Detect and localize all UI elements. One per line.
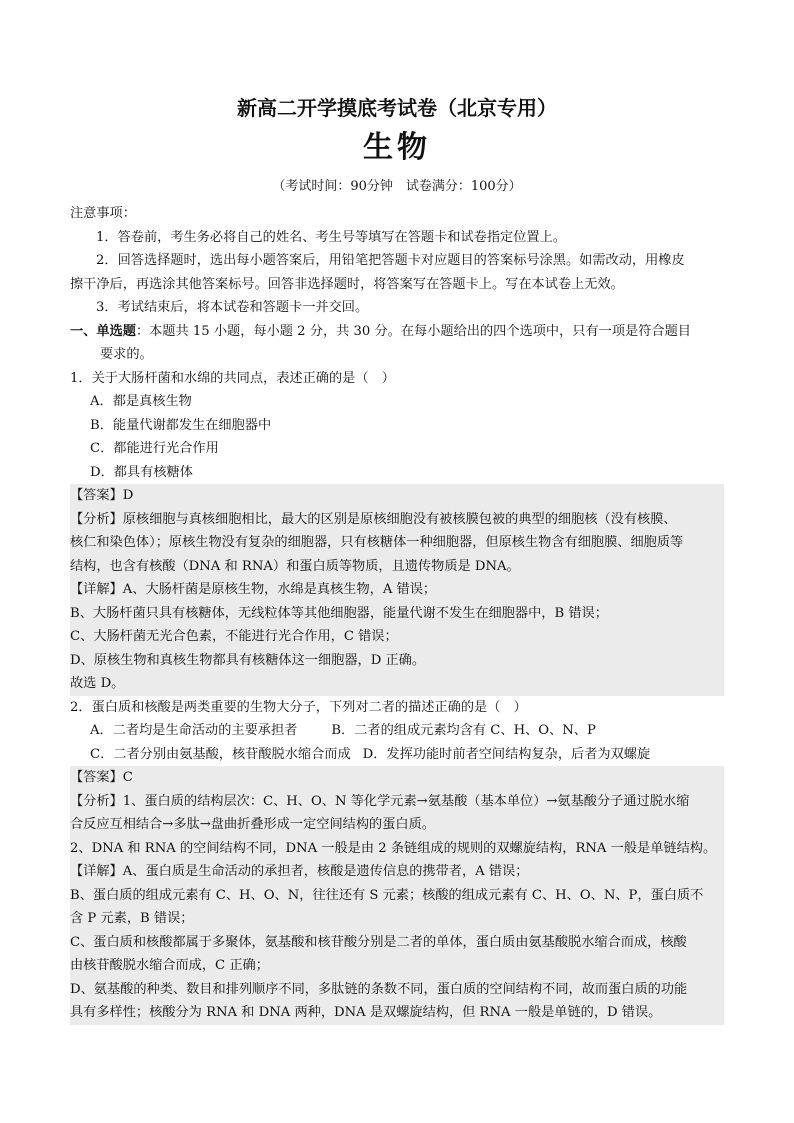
exam-page	[70, 92, 724, 1025]
q2-option-a: A．二者均是生命活动的主要承担者	[90, 723, 298, 738]
q2-analysis-tag: 【分析】	[70, 793, 123, 809]
q2-detail-2: B、蛋白质的组成元素有 C、H、O、N，往往还有 S 元素；核酸的组成元素有 C、H、O、N、P，蛋白质不	[70, 887, 704, 903]
section-heading	[70, 320, 724, 344]
q2-detail-1: A、蛋白质是生命活动的承担者，核酸是遗传信息的携带者，A 错误；	[122, 864, 529, 879]
q1-option-a: A．都是真核生物	[90, 394, 192, 409]
q1-analysis-text-3: 结构，也含有核酸（DNA 和 RNA）和蛋白质等物质，且遗传物质是 DNA。	[70, 558, 520, 574]
q2-analysis-3: 2、DNA 和 RNA 的空间结构不同，DNA 一般是由 2 条链组成的规则的双螺旋结构，RNA 一般是单链结构。	[70, 840, 717, 856]
q2-analysis-1: 1、蛋白质的结构层次：C、H、O、N 等化学元素→氨基酸（基本单位）→氨基酸分子通过脱水缩	[122, 793, 690, 809]
q2-detail-4-cont: 具有多样性；核酸分为 RNA 和 DNA 两种，DNA 是双螺旋结构，但 RNA 一般是单链的，D 错误。	[70, 1005, 662, 1020]
q2-solution	[70, 766, 724, 1025]
q1-detail-3: C、大肠杆菌无光合色素，不能进行光合作用，C 错误；	[70, 629, 398, 644]
q1-detail-2: B、大肠杆菌只具有核糖体，无线粒体等其他细胞器，能量代谢不发生在细胞器中，B 错误；	[70, 605, 608, 621]
q2-option-c: C．二者分别由氨基酸，核苷酸脱水缩合而成	[90, 746, 351, 762]
q1-option-d: D．都具有核糖体	[90, 464, 193, 480]
q2-detail	[70, 860, 724, 884]
q1-analysis-tag: 【分析】	[70, 511, 123, 527]
notes-block	[70, 202, 724, 320]
q1-option-b: B．能量代谢都发生在细胞器中	[90, 417, 272, 433]
q2-answer	[70, 766, 724, 790]
exam-meta: （考试时间：90分钟 试卷满分：100分）	[272, 179, 522, 194]
q2-detail-3-cont: 由核苷酸脱水缩合而成，C 正确；	[70, 958, 269, 973]
note-2-cont: 擦干净后，再选涂其他答案标号。回答非选择题时，将答案写在答题卡上。写在本试卷上无效。	[70, 276, 624, 292]
q1-detail-tag: 【详解】	[70, 582, 123, 597]
q2-options-cd	[70, 743, 724, 767]
exam-title: 新高二开学摸底考试卷（北京专用）	[237, 96, 557, 120]
q2-detail-tag: 【详解】	[70, 864, 123, 879]
section-heading-cont: 要求的。	[100, 347, 153, 362]
q2-answer-value: C	[122, 770, 133, 785]
section-text: ：本题共 15 小题，每小题 2 分，共 30 分。在每小题给出的四个选项中，只有一项是符合题目	[135, 323, 691, 339]
q1-analysis	[70, 508, 724, 532]
q1-detail-4: D、原核生物和真核生物都具有核糖体这一细胞器，D 正确。	[70, 652, 426, 668]
q1-detail-5: 故选 D。	[70, 676, 125, 691]
notes-heading: 注意事项：	[70, 206, 136, 221]
q2-analysis	[70, 790, 724, 814]
subject-title: 生物	[363, 130, 431, 165]
note-3: 3．考试结束后，将本试卷和答题卡一并交回。	[96, 300, 369, 315]
q2-option-d: D．发挥功能时前者空间结构复杂，后者为双螺旋	[362, 746, 651, 762]
q1-answer	[70, 484, 724, 508]
q1-answer-value: D	[122, 488, 134, 503]
q2-option-b: B．二者的组成元素均含有 C、H、O、N、P	[331, 723, 596, 738]
q1-option-c: C．都能进行光合作用	[90, 441, 219, 456]
q2-detail-2-cont: 含 P 元素，B 错误；	[70, 911, 194, 926]
note-1: 1．答卷前，考生务必将自己的姓名、考生号等填写在答题卡和试卷指定位置上。	[96, 229, 566, 245]
note-2: 2．回答选择题时，选出每小题答案后，用铅笔把答题卡对应题目的答案标号涂黑。如需改动，用橡皮	[96, 253, 685, 268]
q2-answer-tag: 【答案】	[70, 770, 123, 785]
q1-detail	[70, 578, 724, 602]
q1-analysis-text-1: 原核细胞与真核细胞相比，最大的区别是原核细胞没有被核膜包被的典型的细胞核（没有核膜、	[122, 511, 677, 527]
q1-stem: 1．关于大肠杆菌和水绵的共同点，表述正确的是（ ）	[70, 370, 395, 386]
q2-detail-3: C、蛋白质和核酸都属于多聚体，氨基酸和核苷酸分别是二者的单体，蛋白质由氨基酸脱水缩合而成，核酸	[70, 934, 687, 950]
section-label: 一、单选题	[70, 323, 136, 339]
q2-options-ab	[70, 719, 724, 743]
q2-analysis-2: 合反应互相结合→多肽→盘曲折叠形成一定空间结构的蛋白质。	[70, 817, 435, 832]
q1-answer-tag: 【答案】	[70, 488, 123, 503]
q1-solution	[70, 484, 724, 696]
q1-analysis-text-2: 核仁和染色体）；原核生物没有复杂的细胞器，只有核糖体一种细胞器，但原核生物含有细胞膜、细胞质等	[70, 535, 684, 550]
q2-stem: 2．蛋白质和核酸是两类重要的生物大分子，下列对二者的描述正确的是（ ）	[70, 699, 527, 715]
q2-detail-4: D、氨基酸的种类、数目和排列顺序不同，多肽链的条数不同，蛋白质的空间结构不同，故而蛋白质的功能	[70, 981, 688, 997]
q1-detail-1: A、大肠杆菌是原核生物，水绵是真核生物，A 错误；	[122, 582, 437, 597]
